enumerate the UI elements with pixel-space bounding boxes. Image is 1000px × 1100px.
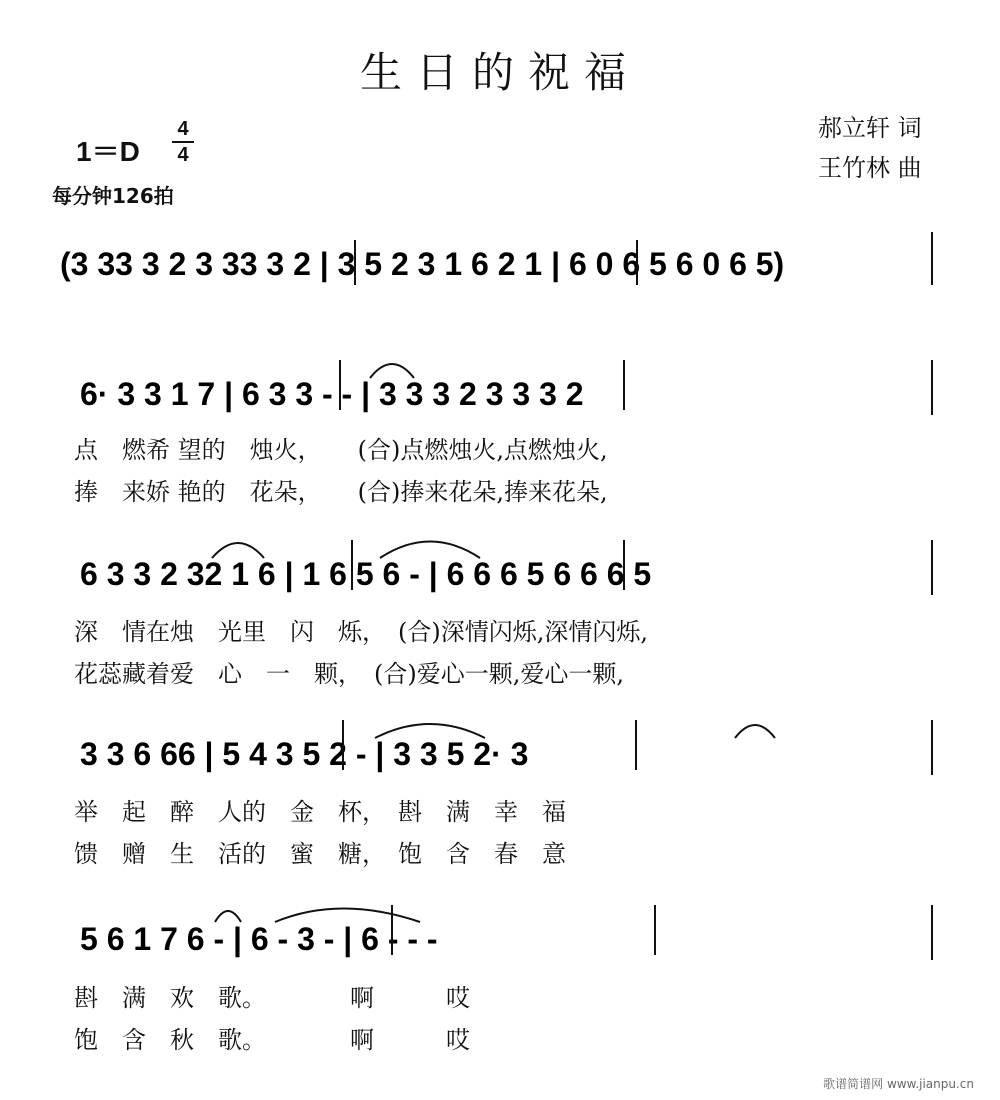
score-row-intro: [60, 232, 932, 285]
notes-row-2: 6 3 3 2 32 1 6 | 1 6 5 6 - | 6 6 6 5 6 6 6 5: [80, 556, 652, 592]
score-row-3: [80, 720, 932, 775]
lyricist-credit: 郝立轩 词: [818, 114, 922, 142]
score-row-1: [80, 360, 932, 415]
tempo-marking: 每分钟126拍: [52, 184, 174, 208]
notes-row-3: 3 3 6 66 | 5 4 3 5 2 - | 3 3 5 2· 3: [80, 736, 529, 772]
watermark: 歌谱简谱网 www.jianpu.cn: [823, 1077, 974, 1091]
lyrics-row-2-verse-1: 深 情在烛 光里 闪 烁， (合)深情闪烁,深情闪烁,: [74, 618, 648, 646]
notes-row-1: 6· 3 3 1 7 | 6 3 3 - - | 3 3 3 2 3 3 3 2: [80, 376, 584, 412]
composer-credit: 王竹林 曲: [818, 154, 922, 182]
song-title: 生日的祝福: [359, 48, 640, 97]
time-signature-top: 4: [177, 118, 189, 140]
score-row-4: [80, 905, 932, 960]
notes-row-4: 5 6 1 7 6 - | 6 - 3 - | 6 - - -: [80, 921, 438, 957]
notes-row-0: (3 33 3 2 3 33 3 2 | 3 5 2 3 1 6 2 1 | 6 0 6 5 6 0 6 5): [60, 246, 785, 282]
lyrics-row-4-verse-1: 斟 满 欢 歌。 啊 哎: [74, 984, 470, 1012]
lyrics-row-1-verse-2: 捧 来娇 艳的 花朵， (合)捧来花朵,捧来花朵,: [74, 478, 608, 506]
key-signature: 1＝D: [76, 136, 140, 167]
lyrics-row-1-verse-1: 点 燃希 望的 烛火， (合)点燃烛火,点燃烛火,: [74, 436, 608, 464]
lyrics-row-4-verse-2: 饱 含 秋 歌。 啊 哎: [74, 1026, 470, 1054]
lyrics-row-3-verse-1: 举 起 醉 人的 金 杯， 斟 满 幸 福: [74, 798, 566, 826]
lyrics-row-2-verse-2: 花蕊藏着爱 心 一 颗， (合)爱心一颗,爱心一颗,: [74, 660, 624, 688]
time-signature-bottom: 4: [177, 144, 189, 166]
lyrics-row-3-verse-2: 馈 赠 生 活的 蜜 糖， 饱 含 春 意: [74, 840, 566, 868]
score-row-2: [80, 540, 932, 595]
